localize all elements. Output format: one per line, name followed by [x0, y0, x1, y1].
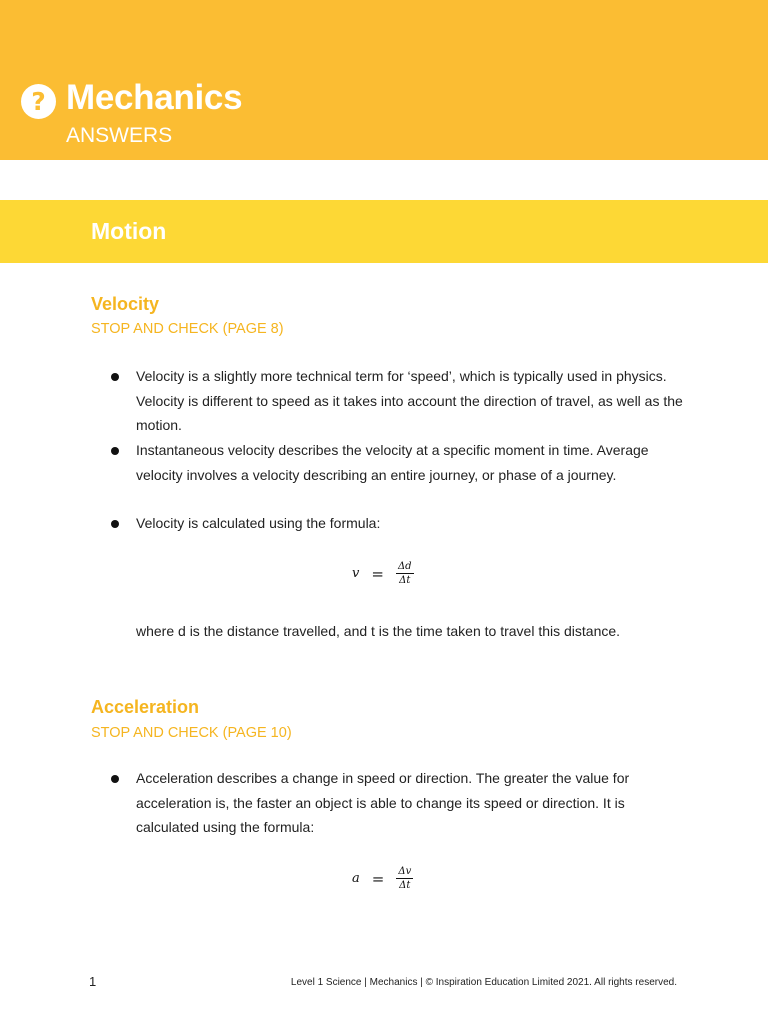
- velocity-bullet-3: Velocity is calculated using the formula:: [136, 515, 381, 531]
- formula-lhs: v: [352, 566, 360, 581]
- page-number: 1: [89, 974, 97, 989]
- velocity-bullet-1: Velocity is a slightly more technical term for ‘speed’, which is typically used in physics. Velocity is different to speed as it takes into account the direction of travel, as well as the motion.: [136, 368, 683, 433]
- formula-fraction: [396, 866, 413, 891]
- formula-denominator: Δt: [399, 575, 411, 586]
- page-title: Mechanics: [66, 78, 243, 117]
- bullet-dot: [111, 447, 119, 455]
- formula-equals: =: [371, 869, 385, 888]
- velocity-formula: [352, 561, 414, 586]
- velocity-caption: STOP AND CHECK (PAGE 8): [91, 321, 284, 337]
- velocity-bullet-2: Instantaneous velocity describes the velocity at a specific moment in time. Average velocity involves a velocity describing an entire journey, or phase of a journey.: [136, 442, 649, 483]
- bullet-dot: [111, 775, 119, 783]
- bullet-dot: [111, 373, 119, 381]
- footer-copyright: Level 1 Science | Mechanics | © Inspiration Education Limited 2021. All rights reserved.: [290, 977, 677, 988]
- formula-numerator: Δv: [398, 866, 412, 877]
- formula-denominator: Δt: [399, 880, 411, 891]
- question-circle-icon: ?: [21, 84, 56, 119]
- formula-fraction: [396, 561, 414, 586]
- acceleration-bullet-1: Acceleration describes a change in speed or direction. The greater the value for acceleration is, the faster an object is able to change its speed or direction. It is calculated using the formula:: [136, 770, 630, 835]
- bullet-dot: [111, 520, 119, 528]
- formula-lhs: a: [352, 871, 360, 886]
- acceleration-heading: Acceleration: [91, 697, 200, 717]
- velocity-note: where d is the distance travelled, and t is the time taken to travel this distance.: [136, 623, 621, 639]
- page-subtitle: ANSWERS: [66, 124, 173, 147]
- section-title: Motion: [91, 218, 167, 244]
- formula-equals: =: [371, 564, 384, 583]
- velocity-heading: Velocity: [91, 294, 160, 314]
- formula-numerator: Δd: [397, 561, 412, 572]
- acceleration-caption: STOP AND CHECK (PAGE 10): [91, 725, 292, 741]
- acceleration-formula: [352, 866, 413, 891]
